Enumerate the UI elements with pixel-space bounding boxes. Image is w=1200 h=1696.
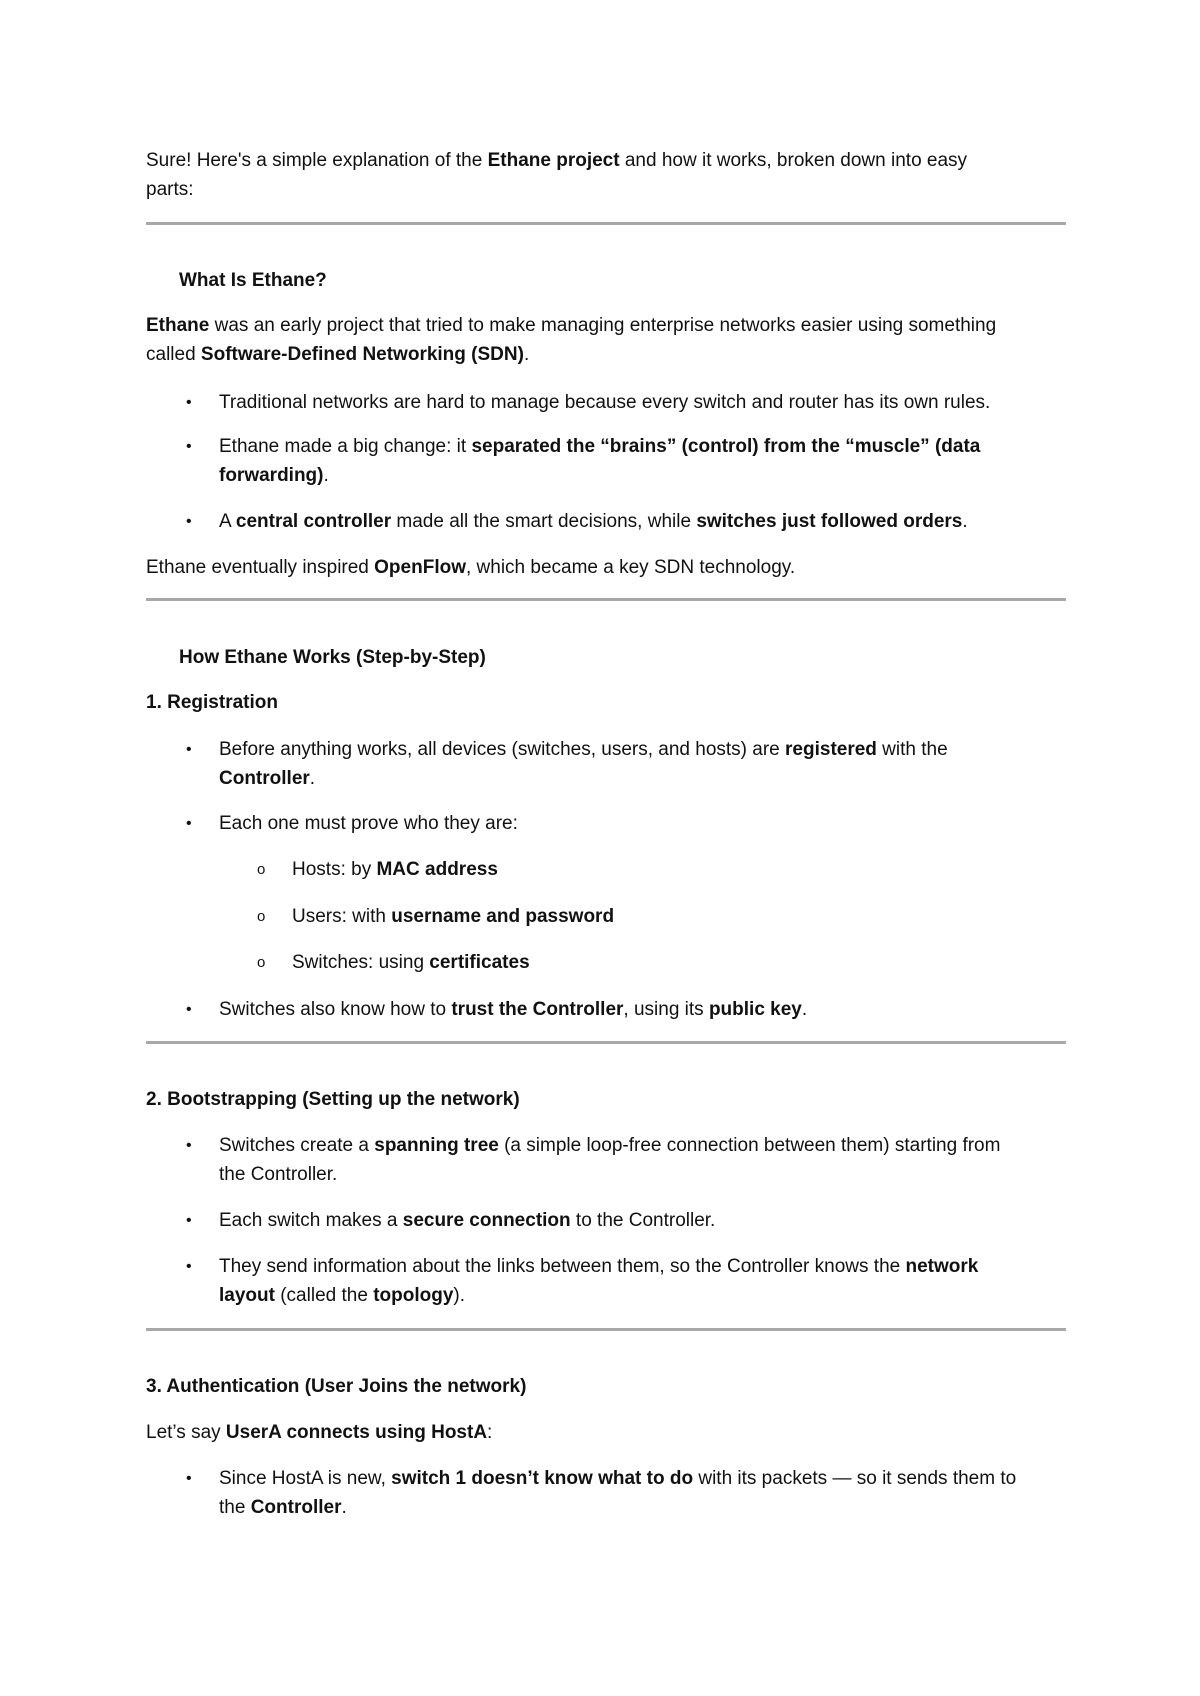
- text-run: Switches also know how to: [219, 999, 452, 1020]
- text-run: .: [801, 999, 808, 1020]
- what-text-2: called: [146, 344, 201, 365]
- bold-run: switches just followed orders: [696, 511, 963, 532]
- bold-run: central controller: [235, 511, 392, 532]
- circle-bullet-icon: o: [257, 861, 266, 878]
- bullet-icon: •: [186, 741, 192, 758]
- what-text-3: .: [523, 344, 530, 365]
- bullet-icon: •: [186, 1212, 192, 1229]
- list-item-text: [219, 1252, 1059, 1310]
- text-run: the Controller.: [219, 1164, 338, 1185]
- list-item-text: Traditional networks are hard to manage because every switch and router has its own rules.: [219, 392, 991, 413]
- text-run: (a simple loop-free connection between them) starting from: [498, 1135, 1001, 1156]
- bold-run: secure connection: [402, 1210, 571, 1231]
- text-run: .: [323, 465, 329, 486]
- what-text-1: was an early project that tried to make managing enterprise networks easier using something: [209, 315, 997, 336]
- bold-run: trust the Controller: [451, 999, 624, 1020]
- circle-bullet-icon: o: [257, 908, 266, 925]
- bold-run: public key: [708, 999, 802, 1020]
- divider-4: [146, 1328, 1066, 1331]
- list-item-text: [219, 1206, 1059, 1235]
- text-run: Let’s say: [146, 1422, 226, 1443]
- subheading-bootstrapping: 2. Bootstrapping (Setting up the network): [146, 1089, 520, 1110]
- bold-run: registered: [785, 739, 877, 760]
- text-run: with the: [876, 739, 948, 760]
- text-run: to the Controller.: [570, 1210, 716, 1231]
- divider-2: [146, 598, 1066, 601]
- text-run: Ethane made a big change: it: [219, 436, 472, 457]
- section-heading-how-ethane-works: How Ethane Works (Step-by-Step): [179, 647, 486, 668]
- text-run: .: [309, 768, 316, 789]
- text-run: (called the: [274, 1285, 374, 1306]
- bold-run: spanning tree: [374, 1135, 499, 1156]
- what-bold-sdn: Software-Defined Networking (SDN): [200, 344, 524, 365]
- text-run: ).: [453, 1285, 465, 1306]
- bold-run: Controller: [219, 768, 310, 789]
- bullet-icon: •: [186, 815, 192, 832]
- text-run: Hosts: by: [292, 859, 377, 880]
- text-run: made all the smart decisions, while: [391, 511, 697, 532]
- list-item-text: [219, 735, 1059, 793]
- sub-list-item-text: [292, 902, 614, 931]
- intro-paragraph: [146, 146, 1066, 204]
- text-run: Users: with: [292, 906, 392, 927]
- bullet-icon: •: [186, 513, 192, 530]
- bullet-icon: •: [186, 1470, 192, 1487]
- bullet-icon: •: [186, 1001, 192, 1018]
- list-item-text: Each one must prove who they are:: [219, 813, 518, 834]
- authentication-intro: [146, 1418, 1066, 1447]
- text-run: :: [487, 1422, 493, 1443]
- bold-run: separated the “brains” (control) from the “muscle” (data: [471, 436, 981, 457]
- text-run: , which became a key SDN technology.: [465, 557, 796, 578]
- bold-run: network: [905, 1256, 979, 1277]
- divider-1: [146, 222, 1066, 225]
- what-bold-ethane: Ethane: [146, 315, 210, 336]
- bold-run: UserA connects using HostA: [225, 1422, 488, 1443]
- text-run: .: [341, 1497, 347, 1518]
- text-run: .: [962, 511, 968, 532]
- subheading-authentication: 3. Authentication (User Joins the network): [146, 1376, 527, 1397]
- list-item-text: [219, 1131, 1059, 1189]
- divider-3: [146, 1041, 1066, 1044]
- text-run: Ethane eventually inspired: [146, 557, 375, 578]
- what-paragraph: [146, 311, 1066, 369]
- intro-text-2: and how it works, broken down into easy: [619, 150, 968, 171]
- circle-bullet-icon: o: [257, 954, 266, 971]
- bold-run: certificates: [429, 952, 530, 973]
- list-item-text: [219, 995, 1059, 1024]
- text-run: Each switch makes a: [219, 1210, 403, 1231]
- sub-list-item-text: [292, 948, 530, 977]
- text-run: the: [219, 1497, 251, 1518]
- text-run: Switches create a: [219, 1135, 375, 1156]
- intro-bold-ethane-project: Ethane project: [487, 150, 620, 171]
- bold-openflow: OpenFlow: [374, 557, 466, 578]
- sub-list-item-text: [292, 855, 498, 884]
- intro-text-3: parts:: [146, 179, 194, 200]
- text-run: , using its: [623, 999, 709, 1020]
- intro-text-1: Sure! Here's a simple explanation of the: [146, 150, 488, 171]
- bold-run: layout: [219, 1285, 275, 1306]
- text-run: Since HostA is new,: [219, 1468, 392, 1489]
- bold-run: forwarding): [219, 465, 324, 486]
- bold-run: Controller: [250, 1497, 342, 1518]
- text-run: with its packets — so it sends them to: [693, 1468, 1017, 1489]
- what-closing-paragraph: [146, 553, 1066, 582]
- bullet-icon: •: [186, 438, 192, 455]
- bullet-icon: •: [186, 1258, 192, 1275]
- text-run: A: [219, 511, 236, 532]
- bullet-icon: •: [186, 1137, 192, 1154]
- text-run: They send information about the links between them, so the Controller knows the: [219, 1256, 906, 1277]
- bold-run: topology: [373, 1285, 454, 1306]
- text-run: Before anything works, all devices (switches, users, and hosts) are: [219, 739, 786, 760]
- subheading-registration: 1. Registration: [146, 692, 278, 713]
- list-item-text: [219, 432, 1059, 490]
- text-run: Switches: using: [292, 952, 430, 973]
- bold-run: MAC address: [376, 859, 498, 880]
- section-heading-what-is-ethane: What Is Ethane?: [179, 270, 327, 291]
- bold-run: switch 1 doesn’t know what to do: [391, 1468, 694, 1489]
- list-item-text: [219, 507, 1059, 536]
- list-item-text: [219, 1464, 1059, 1522]
- bold-run: username and password: [391, 906, 615, 927]
- bullet-icon: •: [186, 394, 192, 411]
